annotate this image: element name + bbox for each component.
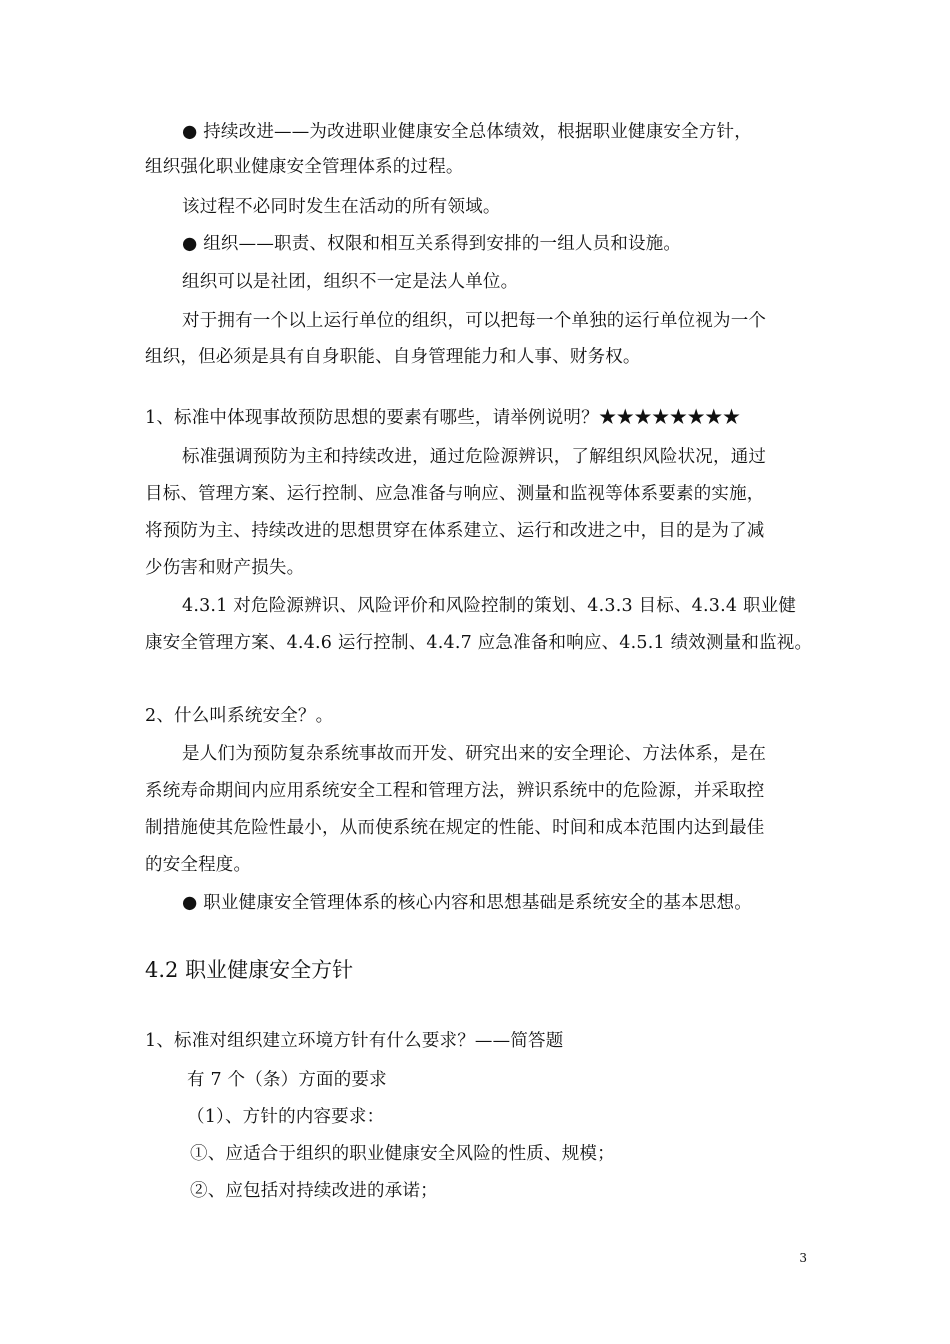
paragraph-line: 标准强调预防为主和持续改进，通过危险源辨识，了解组织风险状况，通过 [182,447,767,467]
bullet-system-safety: ● 职业健康安全管理体系的核心内容和思想基础是系统安全的基本思想。 [182,893,752,913]
page-number: 3 [799,1251,807,1265]
paragraph-line: 少伤害和财产损失。 [145,558,305,578]
paragraph-line: 对于拥有一个以上运行单位的组织，可以把每一个单独的运行单位视为一个 [182,311,767,331]
paragraph-line: 该过程不必同时发生在活动的所有领域。 [182,197,501,217]
list-item: ①、应适合于组织的职业健康安全风险的性质、规模； [190,1144,615,1164]
paragraph-line: 制措施使其危险性最小，从而使系统在规定的性能、时间和成本范围内达到最佳 [145,818,765,838]
paragraph-line: 系统寿命期间内应用系统安全工程和管理方法，辨识系统中的危险源，并采取控 [145,781,765,801]
paragraph-line: 组织强化职业健康安全管理体系的过程。 [145,157,464,177]
bullet-continuous-improvement: ● 持续改进——为改进职业健康安全总体绩效，根据职业健康安全方针， [182,122,752,142]
list-item: ②、应包括对持续改进的承诺； [190,1181,438,1201]
paragraph-line: 的安全程度。 [145,855,252,875]
paragraph-line: 将预防为主、持续改进的思想贯穿在体系建立、运行和改进之中，目的是为了减 [145,521,765,541]
paragraph-line: 4.3.1 对危险源辨识、风险评价和风险控制的策划、4.3.3 目标、4.3.4 职业健 [182,596,797,616]
question-1-title: 1、标准中体现事故预防思想的要素有哪些，请举例说明？★★★★★★★★ [145,408,741,428]
paragraph-line: 是人们为预防复杂系统事故而开发、研究出来的安全理论、方法体系，是在 [182,744,767,764]
question-2-title: 2、什么叫系统安全？。 [145,706,334,726]
bullet-organization: ● 组织——职责、权限和相互关系得到安排的一组人员和设施。 [182,234,682,254]
question-policy-title: 1、标准对组织建立环境方针有什么要求？——简答题 [145,1031,564,1051]
paragraph-line: 目标、管理方案、运行控制、应急准备与响应、测量和监视等体系要素的实施， [145,484,765,504]
paragraph-line: 组织可以是社团，组织不一定是法人单位。 [182,272,519,292]
list-heading: （1）、方针的内容要求： [187,1107,385,1127]
paragraph-line: 有 7 个（条）方面的要求 [187,1070,387,1090]
paragraph-line: 组织，但必须是具有自身职能、自身管理能力和人事、财务权。 [145,347,641,367]
section-heading: 4.2 职业健康安全方针 [145,958,354,982]
paragraph-line: 康安全管理方案、4.4.6 运行控制、4.4.7 应急准备和响应、4.5.1 绩效测量和监视。 [145,633,813,653]
